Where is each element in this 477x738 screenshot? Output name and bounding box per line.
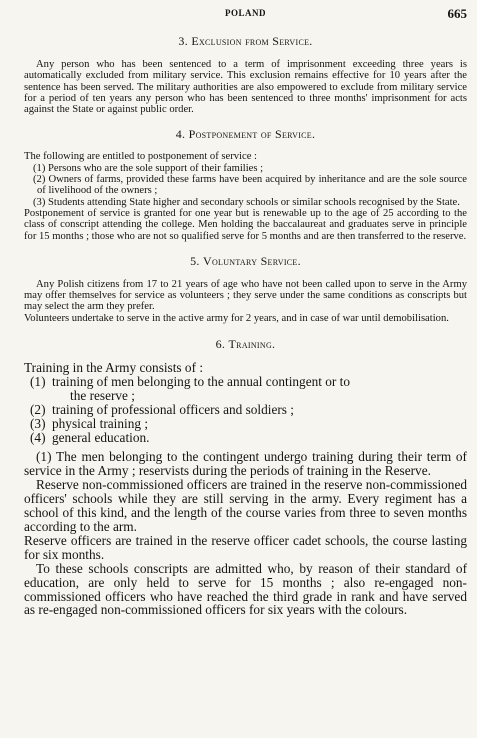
- paragraph: Any Polish citizens from 17 to 21 years of age who have not been called upon to serve in the Army may offer themselves for service as volunteers ; they serve under the same conditions as conscripts but may select the arm they prefer.: [24, 278, 467, 313]
- list-item: (1) Persons who are the sole support of their families ;: [33, 162, 264, 174]
- page-number: 665: [447, 6, 467, 21]
- intro-line: Training in the Army consists of :: [24, 360, 204, 376]
- section-heading: [24, 34, 467, 49]
- section-number: 3.: [178, 34, 188, 48]
- list-item-number: (1): [30, 373, 46, 389]
- section-title: Training.: [228, 337, 276, 352]
- list-item-number: (2): [30, 401, 46, 417]
- running-title: POLAND: [225, 8, 266, 18]
- list-item: [24, 375, 467, 389]
- paragraph: Volunteers undertake to serve in the active army for 2 years, and in case of war until demobilisation.: [24, 312, 449, 324]
- section-postponement-of-service: [24, 127, 467, 241]
- list-item-text: physical training ;: [52, 415, 149, 431]
- list-item: [24, 431, 467, 445]
- list-item: [24, 403, 467, 417]
- section-number: 4.: [175, 127, 186, 142]
- section-number: 5.: [190, 253, 200, 268]
- running-header: [24, 6, 467, 22]
- section-title: Voluntary Service.: [203, 253, 301, 268]
- paragraph: Any person who has been sentenced to a term of imprisonment exceeding three years is automatically excluded from military service. This exclusion remains effective for 10 years after the sentence has been served. The military authorities are also empowered to exclude from military service for a period of ten years any person who has been sentenced to three months' imprisonment for acts against the State or against public order.: [24, 59, 467, 116]
- section-exclusion-from-service: [24, 34, 467, 115]
- list-item-number: (4): [30, 429, 46, 445]
- list-item-number: (3): [30, 415, 46, 431]
- section-number: 6.: [215, 337, 226, 352]
- section-heading: [24, 254, 467, 269]
- list-item-text: training of professional officers and soldiers ;: [52, 401, 294, 417]
- list-item: (3) Students attending State higher and secondary schools or similar schools recognised by the State.: [33, 196, 460, 208]
- list-item-text: general education.: [52, 429, 150, 445]
- list-item-text: training of men belonging to the annual contingent or to: [52, 373, 351, 389]
- paragraph: (1) The men belonging to the contingent undergo training during their term of service in the Army ; reservists during the periods of training in the Reserve.: [24, 449, 467, 479]
- list-item-continuation: the reserve ;: [70, 387, 135, 403]
- intro-line: The following are entitled to postponement of service :: [24, 151, 257, 163]
- paragraph: Reserve non-commissioned officers are trained in the reserve non-commissioned officers' schools while they are still serving in the army. Every regiment has a school of this kind, and the length of the course varies from three to seven months according to the arm.: [24, 477, 467, 535]
- section-title: Exclusion from Service.: [191, 34, 313, 48]
- section-training: [24, 337, 467, 617]
- section-title: Postponement of Service.: [188, 127, 316, 142]
- list-item: [24, 417, 467, 431]
- paragraph: Postponement of service is granted for one year but is renewable up to the age of 25 according to the class of conscript attending the college. Men holding the baccalaureat and graduates serve in principle for 15 months ; those who are not so qualified serve for 5 months and are then transferred to the reserve.: [24, 207, 467, 242]
- section-heading: [24, 127, 467, 142]
- paragraph: Reserve officers are trained in the reserve officer cadet schools, the course lasting for six months.: [24, 532, 467, 562]
- section-heading: [24, 337, 467, 352]
- section-voluntary-service: [24, 254, 467, 324]
- paragraph: To these schools conscripts are admitted who, by reason of their standard of education, are only held to serve for 15 months ; also re-engaged non-commissioned officers who have reached the third grade in rank and have served as re-engaged non-commissioned officers for six years with the colours.: [24, 560, 467, 618]
- list-item: (2) Owners of farms, provided these farms have been acquired by inheritance and are the sole source of livelihood of the owners ;: [33, 174, 467, 197]
